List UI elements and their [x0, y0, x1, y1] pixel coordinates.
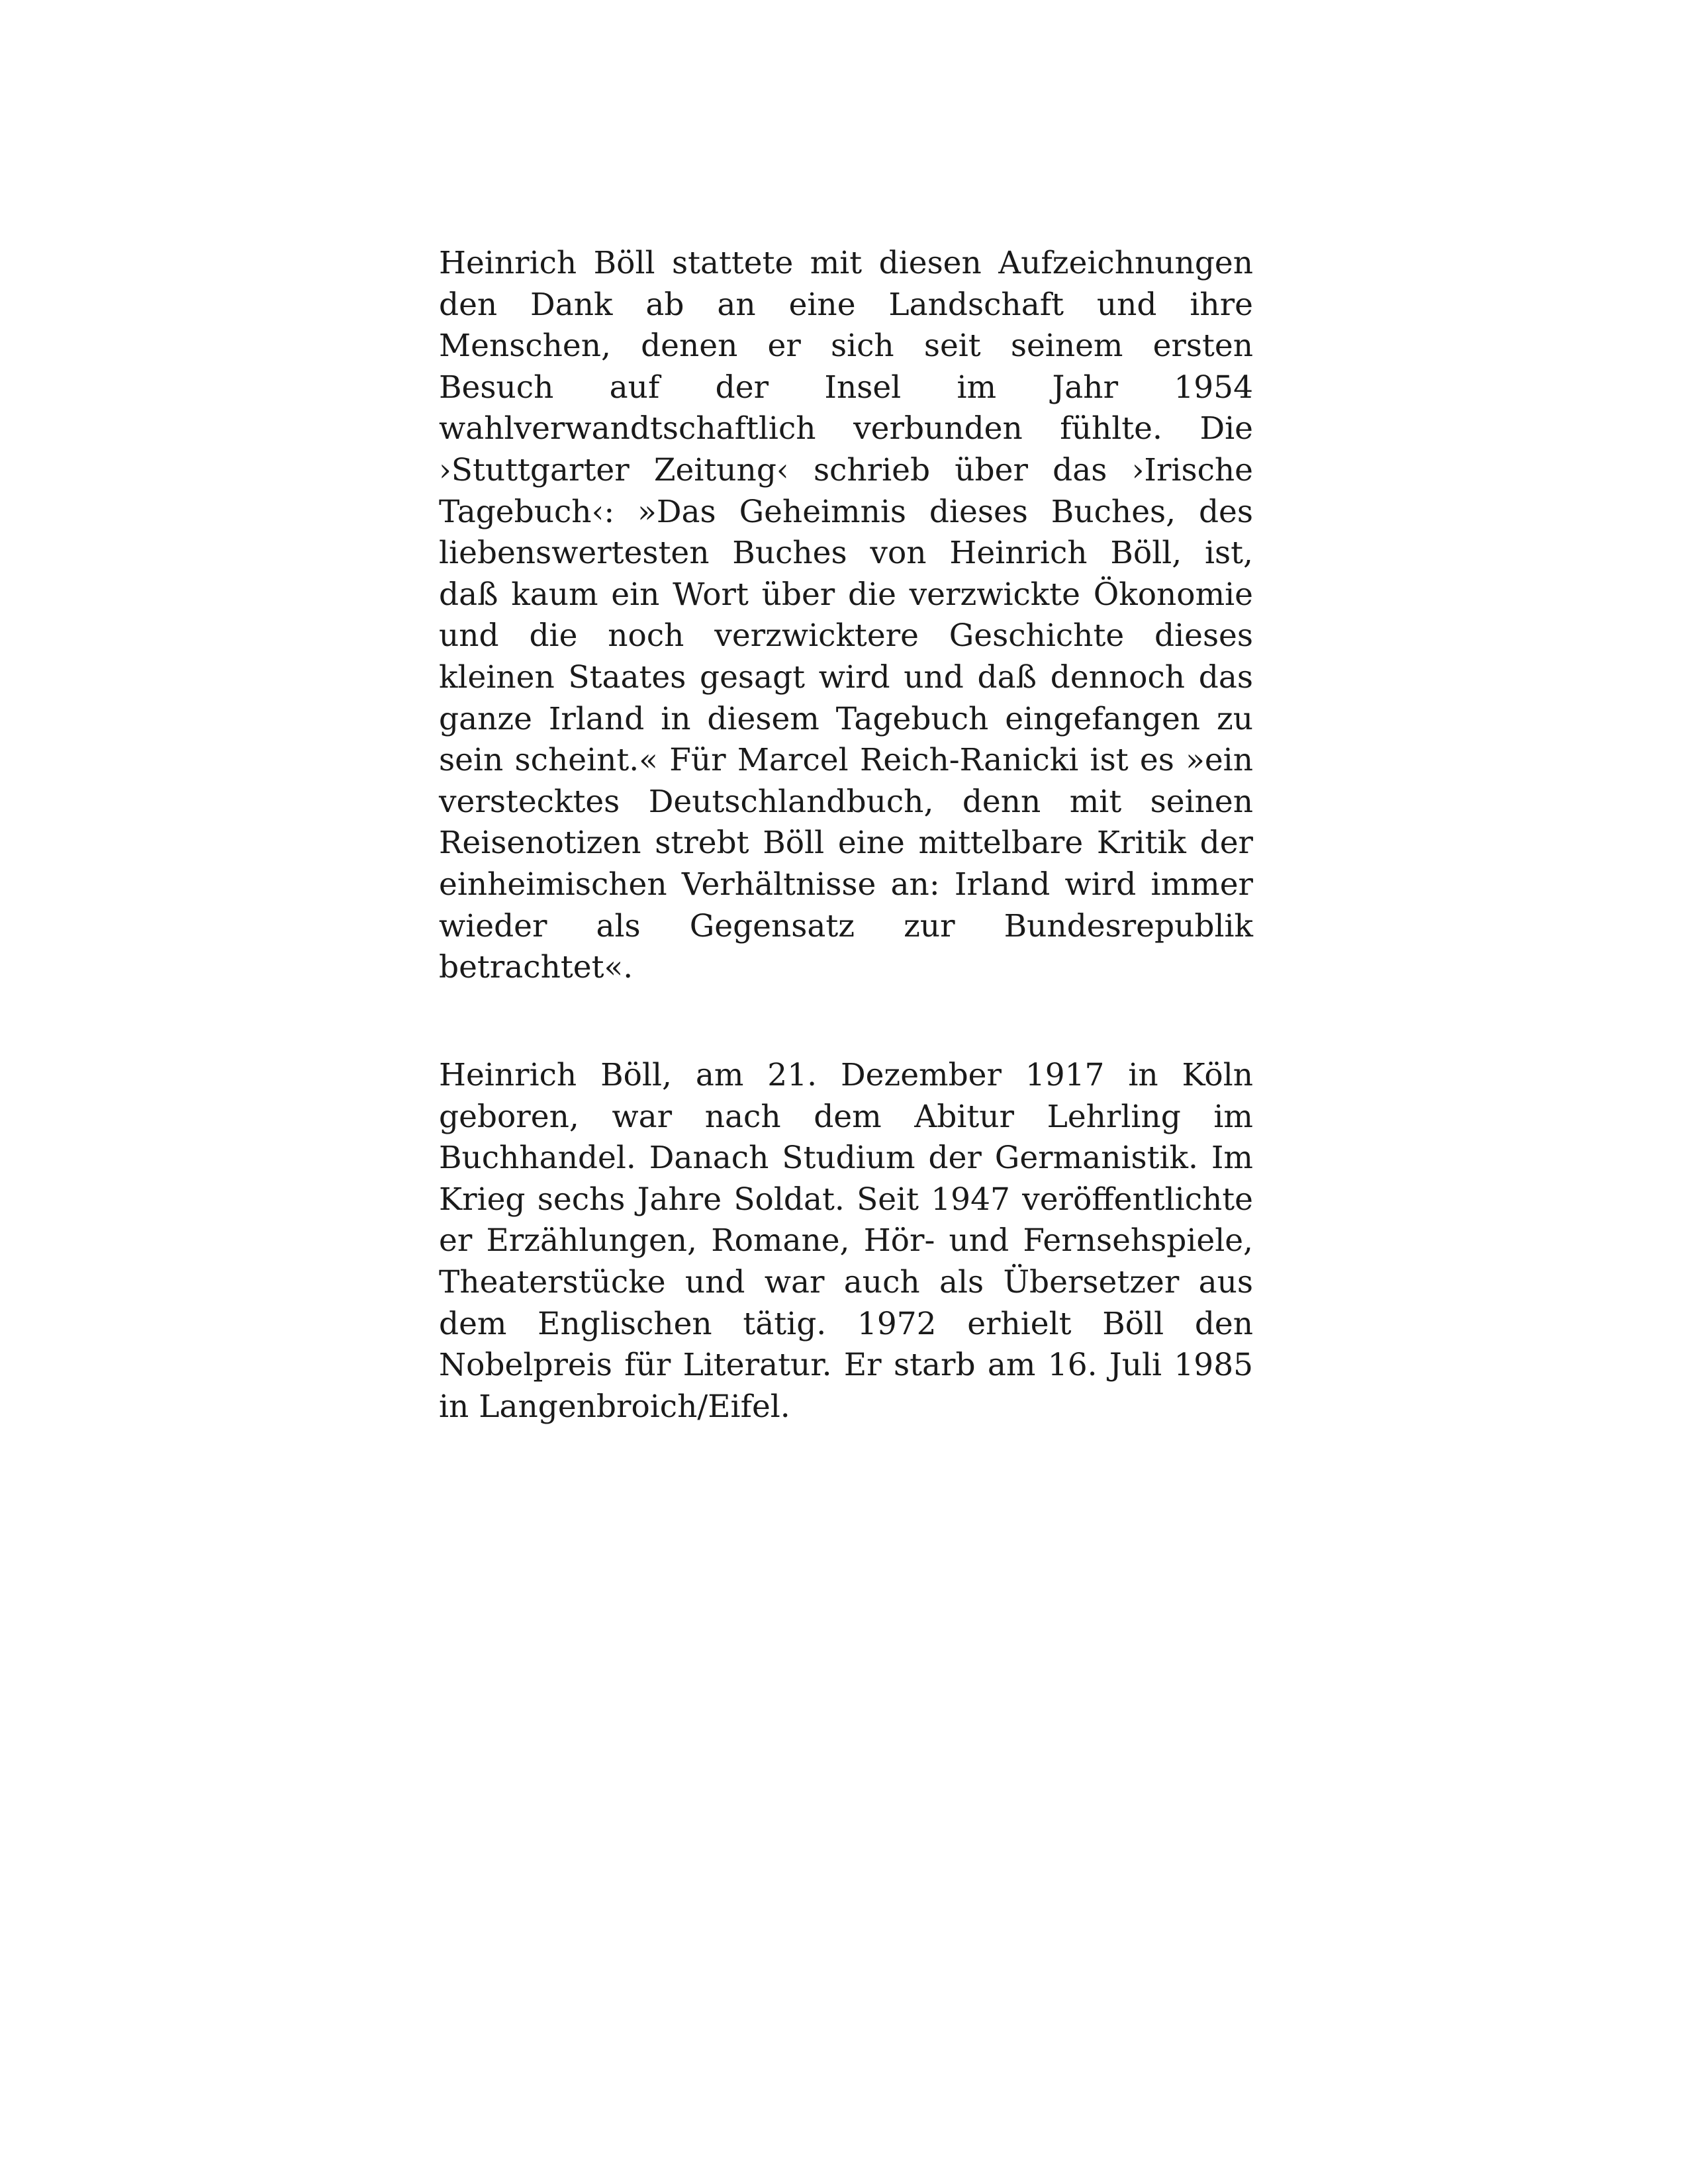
book-blurb-paragraph: Heinrich Böll stattete mit diesen Aufzeichnungen den Dank ab an eine Landschaft und ihre Menschen, denen er sich seit seinem ersten Besuch auf der Insel im Jahr 1954 wahlverwandtschaftlich verbunden fühlte. Die ›Stuttgarter Zeitung‹ schrieb über das ›Irische Tagebuch‹: »Das Geheimnis dieses Buches, des liebenswertesten Buches von Heinrich Böll, ist, daß kaum ein Wort über die verzwickte Ökonomie und die noch verzwicktere Geschichte dieses kleinen Staates gesagt wird und daß dennoch das ganze Irland in diesem Tagebuch eingefangen zu sein scheint.« Für Marcel Reich-Ranicki ist es »ein verstecktes Deutschlandbuch, denn mit seinen Reisenotizen strebt Böll eine mittelbare Kritik der einheimischen Verhältnisse an: Irland wird immer wieder als Gegensatz zur Bundesrepublik betrachtet«. [439, 245, 1253, 986]
author-biography-paragraph: Heinrich Böll, am 21. Dezember 1917 in Köln geboren, war nach dem Abitur Lehrling im Buchhandel. Danach Studium der Germanistik. Im Krieg sechs Jahre Soldat. Seit 1947 veröffentlichte er Erzählungen, Romane, Hör- und Fernsehspiele, Theaterstücke und war auch als Übersetzer aus dem Englischen tätig. 1972 erhielt Böll den Nobelpreis für Literatur. Er starb am 16. Juli 1985 in Langenbroich/Eifel. [439, 1057, 1253, 1425]
